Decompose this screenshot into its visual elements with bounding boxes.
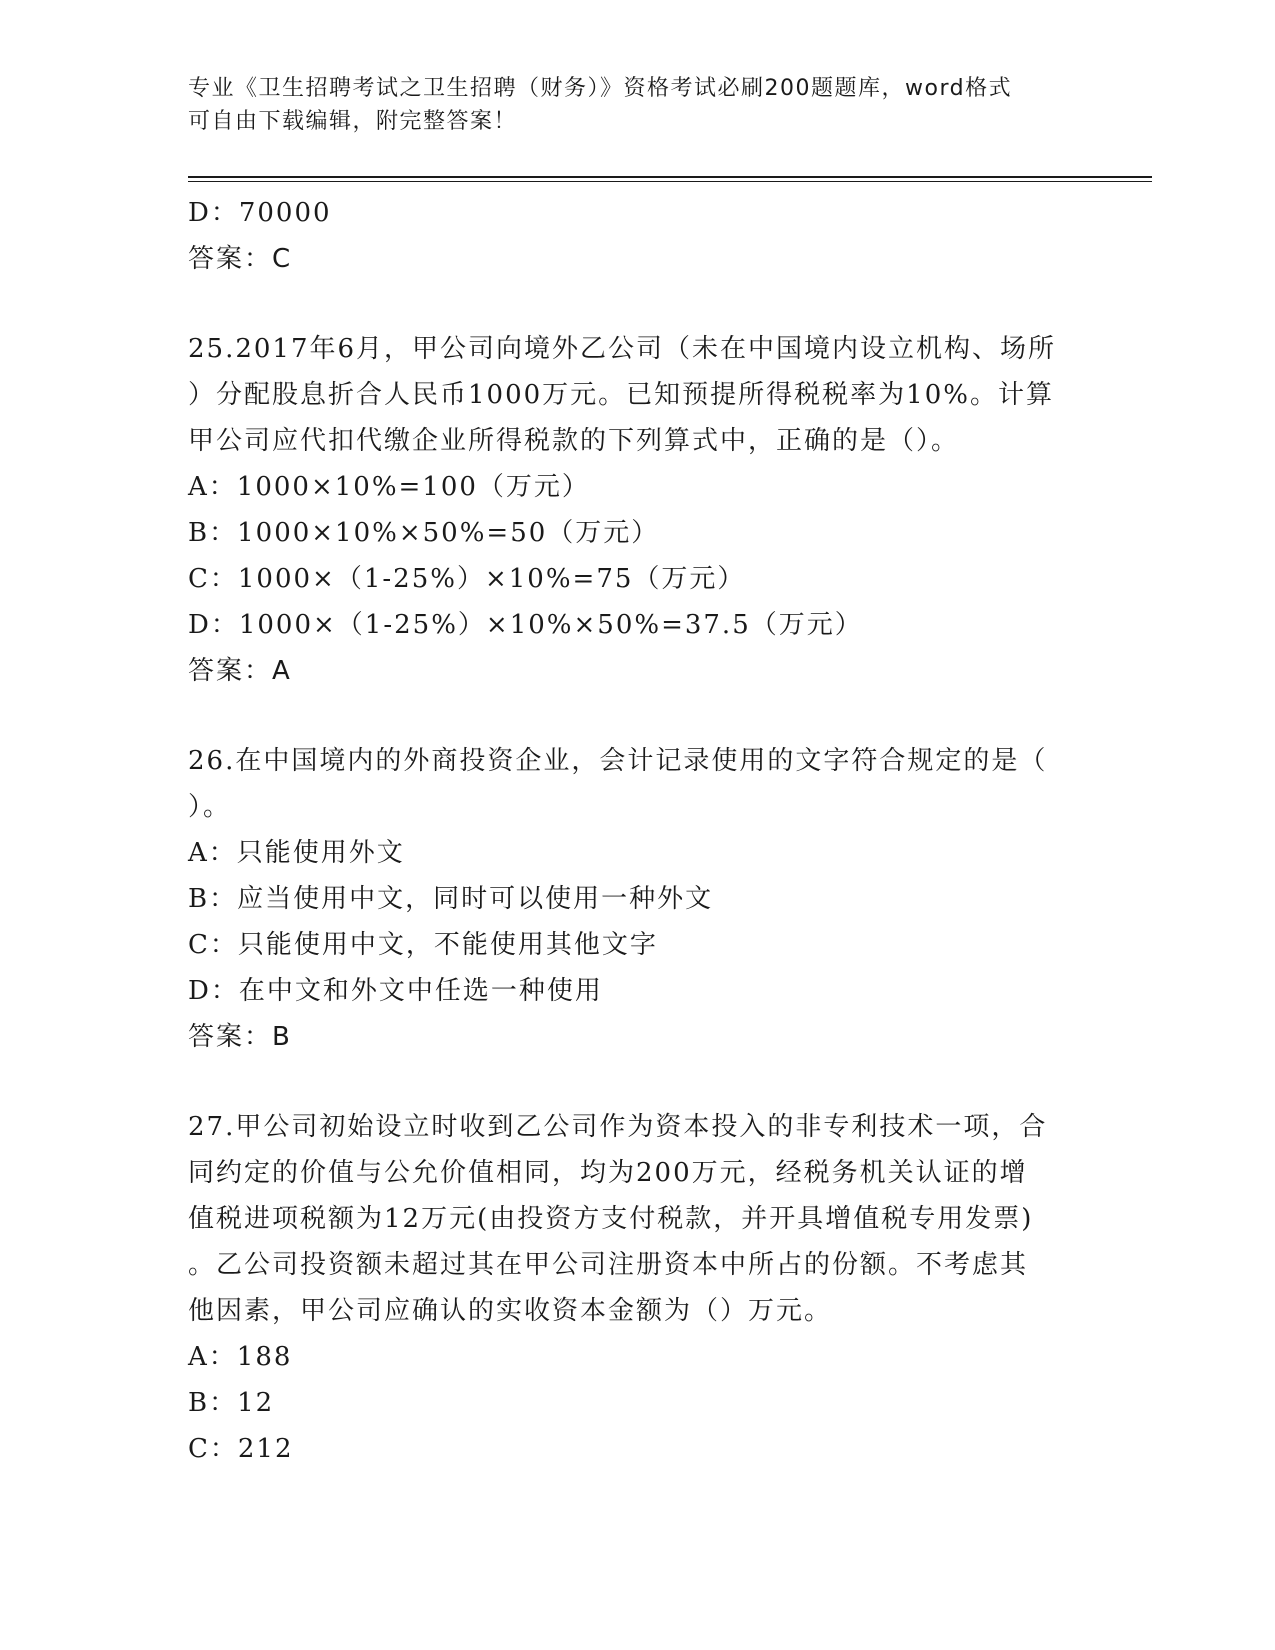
option-b: B：12 [188,1388,275,1418]
option-b: B：应当使用中文，同时可以使用一种外文 [188,884,714,914]
header-line-2: 可自由下载编辑，附完整答案！ [188,109,518,134]
question-25 [188,326,1088,694]
option-a: A：1000×10%=100（万元） [188,472,590,502]
option-c: C：只能使用中文，不能使用其他文字 [188,930,658,960]
option-c: C：212 [188,1434,294,1464]
option-a: A：188 [188,1342,293,1372]
answer: 答案：C [188,244,293,274]
question-text-line: 26.在中国境内的外商投资企业，会计记录使用的文字符合规定的是（ [188,746,1048,776]
question-24-tail [188,190,1088,282]
option-d: D：70000 [188,198,332,228]
answer: 答案：A [188,656,292,686]
option-d: D：在中文和外文中任选一种使用 [188,976,603,1006]
header-line-1: 专业《卫生招聘考试之卫生招聘（财务）》资格考试必刷200题题库，word格式 [188,76,1013,101]
document-body [188,190,1088,1472]
question-text-line: 甲公司应代扣代缴企业所得税款的下列算式中，正确的是（）。 [188,426,960,456]
document-header [188,72,1078,138]
option-c: C：1000×（1-25%）×10%=75（万元） [188,564,746,594]
option-b: B：1000×10%×50%=50（万元） [188,518,660,548]
question-text-line: 同约定的价值与公允价值相同，均为200万元，经税务机关认证的增 [188,1158,1028,1188]
header-divider-thick [188,176,1152,178]
question-26 [188,738,1088,1060]
question-27 [188,1104,1088,1472]
question-text-line: 值税进项税额为12万元(由投资方支付税款，并开具增值税专用发票) [188,1204,1034,1234]
question-text-line: 他因素，甲公司应确认的实收资本金额为（）万元。 [188,1296,833,1326]
header-divider-thin [188,181,1152,182]
answer: 答案：B [188,1022,292,1052]
question-text-line: ）。 [188,792,232,822]
question-text-line: 25.2017年6月，甲公司向境外乙公司（未在中国境内设立机构、场所 [188,334,1057,364]
question-text-line: 27.甲公司初始设立时收到乙公司作为资本投入的非专利技术一项，合 [188,1112,1048,1142]
option-d: D：1000×（1-25%）×10%×50%=37.5（万元） [188,610,863,640]
question-text-line: 。乙公司投资额未超过其在甲公司注册资本中所占的份额。不考虑其 [188,1250,1029,1280]
option-a: A：只能使用外文 [188,838,405,868]
question-text-line: ）分配股息折合人民币1000万元。已知预提所得税税率为10%。计算 [188,380,1054,410]
